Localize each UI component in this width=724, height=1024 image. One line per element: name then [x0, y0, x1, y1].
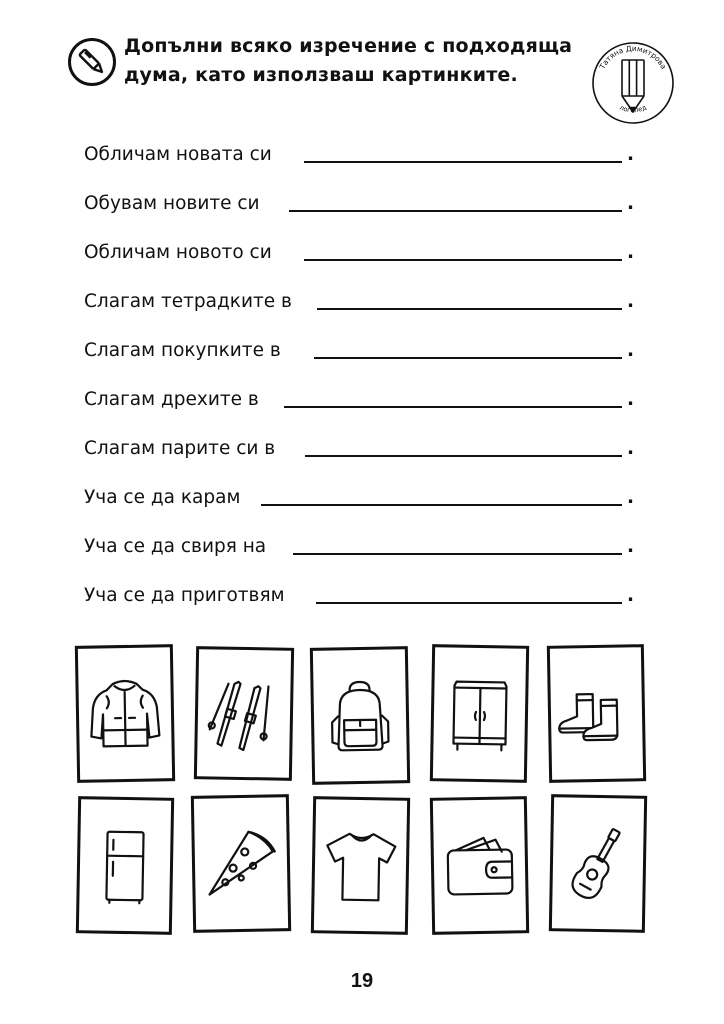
jacket-icon — [84, 673, 165, 754]
sentence-row — [84, 283, 644, 332]
sentence-end: . — [626, 585, 634, 606]
header — [68, 28, 588, 108]
sentence-text: Обувам новите си — [84, 193, 260, 214]
answer-blank[interactable] — [305, 455, 622, 457]
tshirt-icon — [320, 825, 401, 906]
logo-name: Татяна Димитрова — [597, 43, 669, 71]
answer-blank[interactable] — [314, 357, 622, 359]
sentence-end: . — [626, 242, 634, 263]
sentence-text: Слагам парите си в — [84, 438, 276, 459]
author-logo — [590, 40, 676, 126]
sentence-row — [84, 136, 644, 185]
sentence-text: Уча се да свиря на — [84, 536, 267, 557]
picture-card — [547, 644, 646, 783]
sentence-text: Слагам покупките в — [84, 340, 281, 361]
sentence-end: . — [626, 536, 634, 557]
backpack-icon — [319, 675, 400, 756]
sentence-end: . — [626, 487, 634, 508]
sentence-end: . — [626, 291, 634, 312]
answer-blank[interactable] — [317, 308, 622, 310]
picture-card — [430, 644, 529, 783]
answer-blank[interactable] — [304, 161, 622, 163]
boots-icon — [556, 673, 637, 754]
page-number: 19 — [350, 970, 374, 992]
picture-card — [549, 794, 647, 933]
sentence-row — [84, 381, 644, 430]
sentence-row — [84, 332, 644, 381]
sentence-text: Обличам новото си — [84, 242, 272, 263]
answer-blank[interactable] — [304, 259, 622, 261]
pen-icon — [68, 38, 116, 86]
sentence-text: Уча се да карам — [84, 487, 241, 508]
sentence-text: Слагам тетрадките в — [84, 291, 292, 312]
svg-text:логопед — [618, 103, 648, 114]
wardrobe-icon — [439, 673, 520, 754]
svg-text:Татяна Димитрова — [597, 44, 668, 72]
answer-blank[interactable] — [284, 406, 622, 408]
sentence-end: . — [626, 438, 634, 459]
sentence-row — [84, 185, 644, 234]
sentence-row — [84, 528, 644, 577]
sentence-row — [84, 577, 644, 626]
picture-card — [311, 796, 410, 935]
sentence-end: . — [626, 389, 634, 410]
skis-icon — [203, 673, 284, 754]
pizza-icon — [200, 823, 281, 904]
fridge-icon — [84, 825, 165, 906]
sentence-row — [84, 430, 644, 479]
wallet-icon — [439, 825, 520, 906]
logo-role: логопед — [618, 103, 648, 115]
sentence-row — [84, 234, 644, 283]
picture-card — [194, 646, 294, 781]
sentence-end: . — [626, 144, 634, 165]
picture-card — [310, 646, 410, 785]
sentence-row — [84, 479, 644, 528]
sentence-end: . — [626, 340, 634, 361]
picture-card — [75, 644, 175, 783]
sentence-text: Уча се да приготвям — [84, 585, 285, 606]
sentence-end: . — [626, 193, 634, 214]
guitar-icon — [557, 823, 638, 904]
answer-blank[interactable] — [316, 602, 622, 604]
answer-blank[interactable] — [289, 210, 622, 212]
sentence-text: Слагам дрехите в — [84, 389, 259, 410]
picture-card — [430, 796, 529, 935]
sentence-list — [84, 136, 644, 626]
answer-blank[interactable] — [293, 553, 622, 555]
picture-card — [191, 794, 291, 933]
instruction-title: Допълни всяко изречение с подходяща дума, като използваш картинките. — [124, 35, 573, 86]
sentence-text: Обличам новата си — [84, 144, 272, 165]
picture-card — [76, 796, 174, 935]
pencil-logo-icon — [622, 60, 644, 112]
answer-blank[interactable] — [261, 504, 622, 506]
